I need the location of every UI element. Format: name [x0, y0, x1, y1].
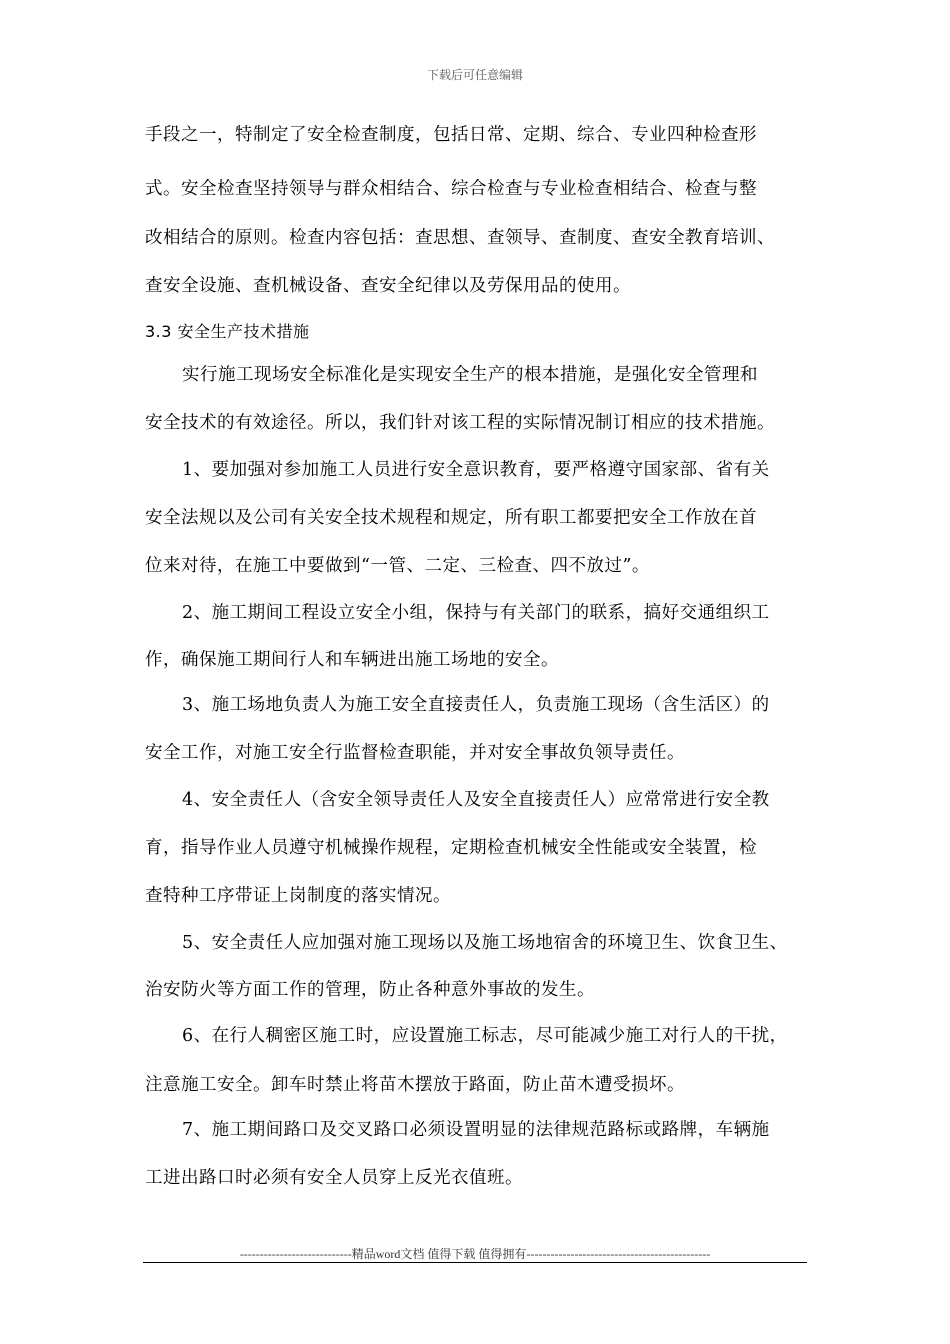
body-line: 3、施工场地负责人为施工安全直接责任人，负责施工现场（含生活区）的 — [182, 695, 770, 715]
body-line: 实行施工现场安全标准化是实现安全生产的根本措施，是强化安全管理和 — [182, 365, 758, 385]
body-line: 治安防火等方面工作的管理，防止各种意外事故的发生。 — [145, 980, 595, 1000]
body-line: 5、安全责任人应加强对施工现场以及施工场地宿舍的环境卫生、饮食卫生、 — [182, 933, 788, 953]
body-line: 6、在行人稠密区施工时，应设置施工标志，尽可能减少施工对行人的干扰， — [182, 1026, 788, 1046]
footer-text: ----------------------------精品word文档 值得下载 值得拥有---------------------------------------------- — [239, 1247, 711, 1261]
footer-divider — [143, 1262, 807, 1263]
body-line: 2、施工期间工程设立安全小组，保持与有关部门的联系，搞好交通组织工 — [182, 603, 770, 623]
body-line: 改相结合的原则。检查内容包括：查思想、查领导、查制度、查安全教育培训、 — [145, 228, 775, 248]
body-line: 7、施工期间路口及交叉路口必须设置明显的法律规范路标或路牌，车辆施 — [182, 1120, 770, 1140]
body-line: 育，指导作业人员遵守机械操作规程，定期检查机械安全性能或安全装置，检 — [145, 838, 757, 858]
body-line: 式。安全检查坚持领导与群众相结合、综合检查与专业检查相结合、检查与整 — [145, 179, 757, 199]
body-line: 工进出路口时必须有安全人员穿上反光衣值班。 — [145, 1168, 523, 1188]
body-line: 安全技术的有效途径。所以，我们针对该工程的实际情况制订相应的技术措施。 — [145, 413, 775, 433]
body-line: 安全工作，对施工安全行监督检查职能，并对安全事故负领导责任。 — [145, 743, 685, 763]
body-line: 1、要加强对参加施工人员进行安全意识教育，要严格遵守国家部、省有关 — [182, 460, 770, 480]
body-line: 位来对待，在施工中要做到“一管、二定、三检查、四不放过”。 — [145, 556, 650, 576]
section-heading: 3.3 安全生产技术措施 — [145, 322, 310, 341]
body-line: 安全法规以及公司有关安全技术规程和规定，所有职工都要把安全工作放在首 — [145, 508, 757, 528]
body-line: 手段之一，特制定了安全检查制度，包括日常、定期、综合、专业四种检查形 — [145, 125, 757, 145]
body-line: 作，确保施工期间行人和车辆进出施工场地的安全。 — [145, 650, 559, 670]
body-line: 查特种工序带证上岗制度的落实情况。 — [145, 886, 451, 906]
header-note: 下载后可任意编辑 — [426, 68, 523, 82]
body-line: 查安全设施、查机械设备、查安全纪律以及劳保用品的使用。 — [145, 276, 631, 296]
body-line: 4、安全责任人（含安全领导责任人及安全直接责任人）应常常进行安全教 — [182, 790, 770, 810]
body-line: 注意施工安全。卸车时禁止将苗木摆放于路面，防止苗木遭受损坏。 — [145, 1075, 685, 1095]
